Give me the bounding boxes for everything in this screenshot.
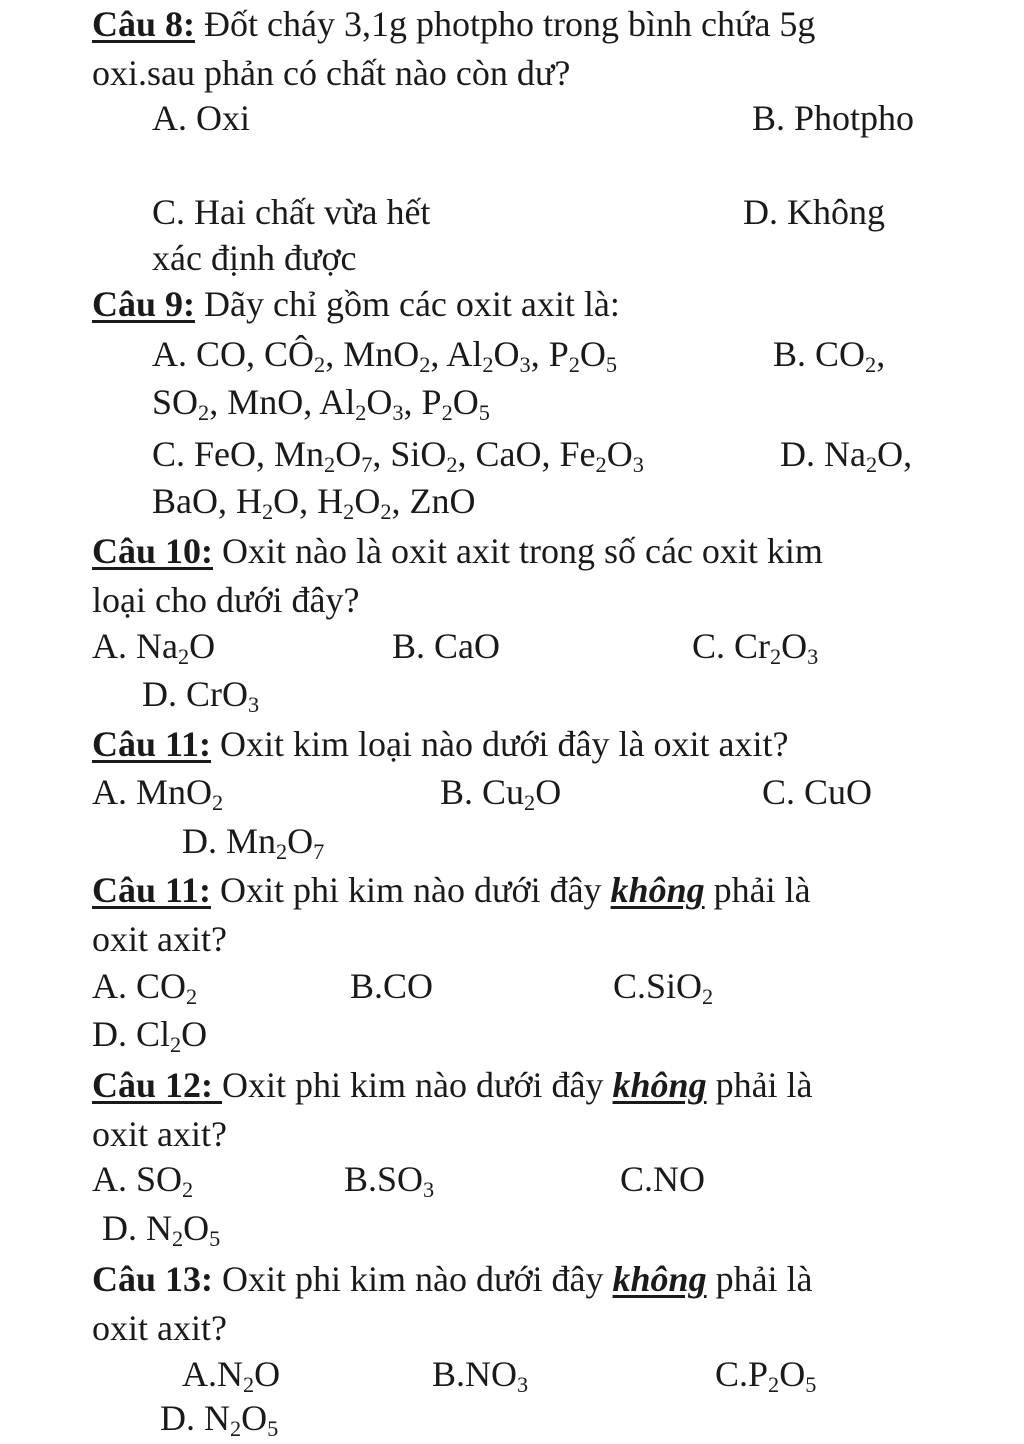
question-8-stem: Đốt cháy 3,1g photpho trong bình chứa 5g bbox=[195, 4, 816, 44]
question-12-option-d: D. $N_2O_5$ bbox=[102, 1208, 221, 1252]
question-12-emphasis: không bbox=[612, 1065, 707, 1105]
question-12-stem-pre: Oxit phi kim nào dưới đây bbox=[222, 1065, 613, 1105]
question-11b-stem-post: phải là bbox=[704, 870, 811, 910]
question-10-option-c: C. $Cr_2O_3$ bbox=[692, 626, 819, 670]
question-11b-option-b: B.CO bbox=[350, 966, 434, 1006]
question-12-option-a: A. $SO_2$ bbox=[92, 1159, 194, 1203]
question-12-option-b: $B.SO_3$ bbox=[344, 1159, 435, 1203]
question-8-line-1 bbox=[92, 6, 815, 42]
question-11a-line-1 bbox=[92, 726, 788, 762]
question-10-line-1 bbox=[92, 533, 823, 569]
question-8-option-c: C. Hai chất vừa hết bbox=[152, 192, 431, 232]
question-12-label: Câu 12: bbox=[92, 1065, 223, 1105]
question-12-line-1 bbox=[92, 1067, 813, 1103]
question-13-label: Câu 13: bbox=[92, 1259, 214, 1299]
question-11b-line-1 bbox=[92, 872, 811, 908]
question-9-option-d-cont: BaO, $H_2O$, $H_2O_2$, ZnO bbox=[152, 481, 476, 525]
question-9-option-c: C. FeO, $Mn_2O_7$, SiO$_2$, CaO, $Fe_2O_3$ bbox=[152, 434, 644, 478]
question-11b-option-a: A. $CO_2$ bbox=[92, 966, 198, 1010]
question-13-emphasis: không bbox=[612, 1259, 707, 1299]
question-11b-stem-pre: Oxit phi kim nào dưới đây bbox=[211, 870, 611, 910]
question-11a-option-c: C. CuO bbox=[762, 772, 873, 812]
question-13-option-b: $B.NO_3$ bbox=[432, 1354, 529, 1398]
question-12-stem-line-2: oxit axit? bbox=[92, 1114, 227, 1154]
question-8-label: Câu 8: bbox=[92, 4, 196, 44]
question-12-option-c: C.NO bbox=[620, 1159, 706, 1199]
question-9-option-b-cont: $SO_2$, MnO, $Al_2O_3$, $P_2O_5$ bbox=[152, 382, 490, 426]
question-10-option-a: A. $Na_2O$ bbox=[92, 626, 216, 670]
question-11b-label: Câu 11: bbox=[92, 870, 212, 910]
question-8-option-b: B. Photpho bbox=[752, 98, 915, 138]
question-13-stem-post: phải là bbox=[706, 1259, 813, 1299]
question-10-option-b: B. CaO bbox=[392, 626, 500, 666]
question-13-stem-line-2: oxit axit? bbox=[92, 1308, 227, 1348]
question-9-stem: Dãy chỉ gồm các oxit axit là: bbox=[195, 284, 620, 324]
question-13-option-a: $A.N_2O$ bbox=[182, 1354, 281, 1398]
question-11a-stem: Oxit kim loại nào dưới đây là oxit axit? bbox=[211, 724, 789, 764]
question-11a-label: Câu 11: bbox=[92, 724, 212, 764]
question-11b-stem-line-2: oxit axit? bbox=[92, 919, 227, 959]
question-9-line-1 bbox=[92, 286, 620, 322]
question-11b-emphasis: không bbox=[610, 870, 705, 910]
question-13-option-c: $C.P_2O_5$ bbox=[715, 1354, 817, 1398]
question-8-option-d-cont: xác định được bbox=[152, 238, 357, 278]
question-10-stem-line-2: loại cho dưới đây? bbox=[92, 580, 360, 620]
question-11b-option-d: D. $Cl_2O$ bbox=[92, 1014, 208, 1058]
question-10-option-d: D. CrO$_3$ bbox=[142, 674, 260, 718]
question-11b-option-c: C.SiO$_2$ bbox=[613, 966, 714, 1010]
question-9-option-a: A. CO, $CÔ_2$, MnO$_2$, $Al_2O_3$, $P_2O_5$ bbox=[152, 334, 618, 378]
question-8-stem-line-2: oxi.sau phản có chất nào còn dư? bbox=[92, 53, 571, 93]
question-9-label: Câu 9: bbox=[92, 284, 196, 324]
question-13-option-d: D. $N_2O_5$ bbox=[160, 1398, 279, 1442]
question-10-label: Câu 10: bbox=[92, 531, 214, 571]
question-12-stem-post: phải là bbox=[706, 1065, 813, 1105]
question-10-stem: Oxit nào là oxit axit trong số các oxit kim bbox=[213, 531, 823, 571]
question-9-option-d: D. $Na_2O$, bbox=[780, 434, 913, 478]
question-8-option-a: A. Oxi bbox=[152, 98, 250, 138]
question-11a-option-b: B. $Cu_2O$ bbox=[440, 772, 562, 816]
question-9-option-b: B. $CO_2$, bbox=[773, 334, 886, 378]
question-8-option-d: D. Không bbox=[743, 192, 885, 232]
question-13-stem-pre: Oxit phi kim nào dưới đây bbox=[213, 1259, 613, 1299]
question-11a-option-d: D. $Mn_2O_7$ bbox=[182, 821, 325, 865]
question-13-line-1 bbox=[92, 1261, 813, 1297]
question-11a-option-a: A. MnO$_2$ bbox=[92, 772, 224, 816]
